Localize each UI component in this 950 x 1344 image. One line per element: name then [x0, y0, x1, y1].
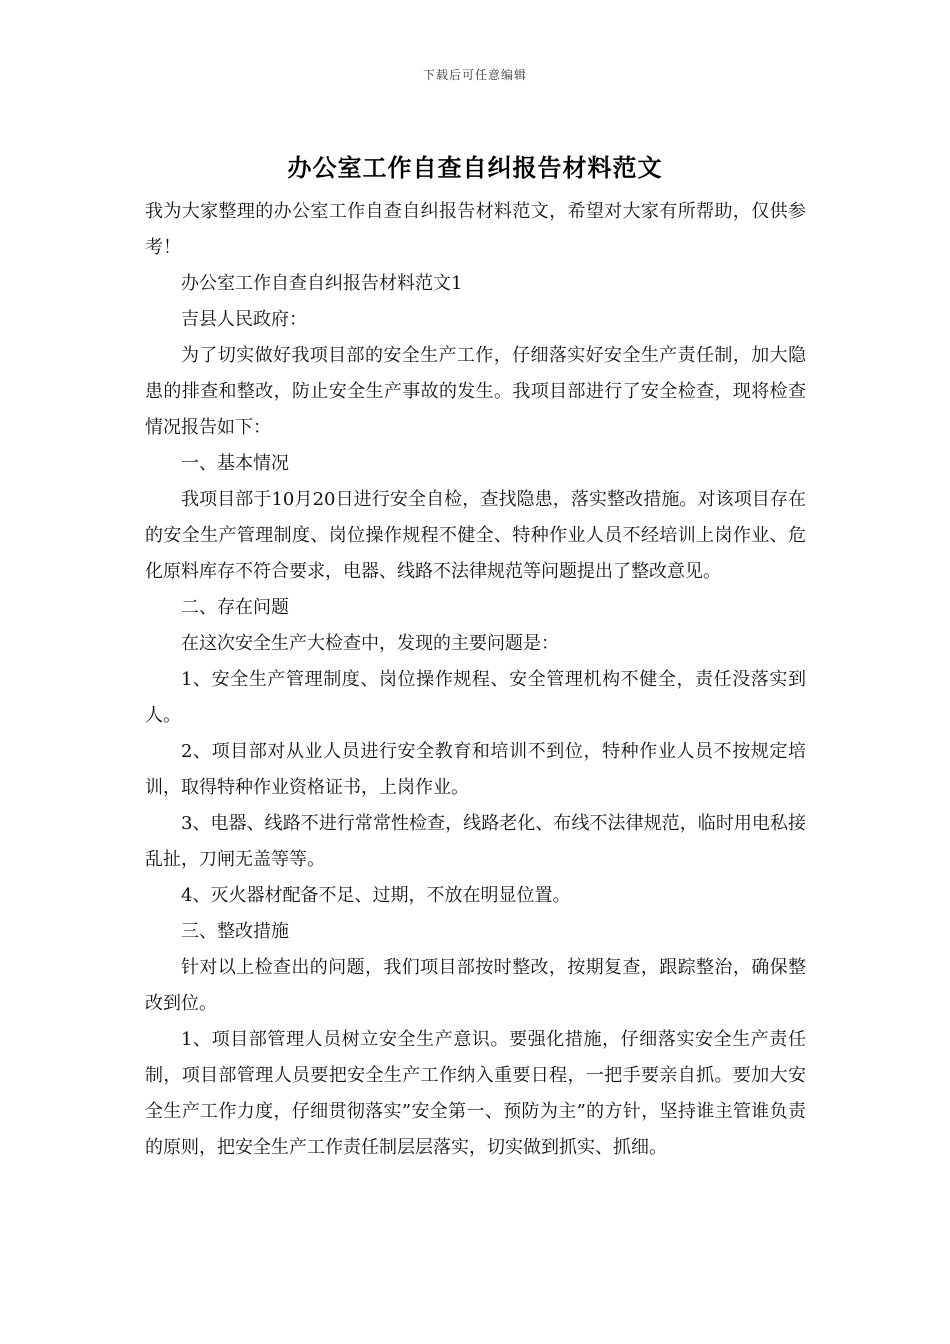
section-heading-basic: 一、基本情况	[181, 453, 289, 474]
section-heading-measures: 三、整改措施	[181, 921, 289, 942]
header-note: 下载后可任意编辑	[422, 68, 527, 82]
list-item-problem-3: 3、电器、线路不进行常常性检查，线路老化、布线不法律规范，临时用电私接乱扯，刀闸无盖等等。	[145, 813, 806, 870]
paragraph-intro: 我为大家整理的办公室工作自查自纠报告材料范文，希望对大家有所帮助，仅供参考！	[145, 201, 806, 258]
list-item-problem-1: 1、安全生产管理制度、岗位操作规程、安全管理机构不健全，责任没落实到人。	[145, 669, 806, 726]
paragraph-basic: 我项目部于10月20日进行安全自检，查找隐患，落实整改措施。对该项目存在的安全生产管理制度、岗位操作规程不健全、特种作业人员不经培训上岗作业、危化原料库存不符合要求，电器、线路不法律规范等问题提出了整改意见。	[145, 489, 806, 582]
paragraph-measures-intro: 针对以上检查出的问题，我们项目部按时整改，按期复查，跟踪整治，确保整改到位。	[145, 957, 806, 1014]
paragraph-problems-intro: 在这次安全生产大检查中，发现的主要问题是：	[181, 633, 559, 654]
paragraph-addressee: 吉县人民政府：	[181, 309, 307, 330]
list-item-measure-1: 1、项目部管理人员树立安全生产意识。要强化措施，仔细落实安全生产责任制，项目部管理人员要把安全生产工作纳入重要日程，一把手要亲自抓。要加大安全生产工作力度，仔细贯彻落实”安全第一、预防为主”的方针，坚持谁主管谁负责的原则，把安全生产工作责任制层层落实，切实做到抓实、抓细。	[145, 1029, 806, 1158]
section-heading-problems: 二、存在问题	[181, 597, 289, 618]
list-item-problem-2: 2、项目部对从业人员进行安全教育和培训不到位，特种作业人员不按规定培训，取得特种作业资格证书，上岗作业。	[145, 741, 806, 798]
paragraph-subtitle: 办公室工作自查自纠报告材料范文1	[181, 273, 463, 294]
document-body	[145, 194, 806, 1166]
paragraph-opening: 为了切实做好我项目部的安全生产工作，仔细落实好安全生产责任制，加大隐患的排查和整改，防止安全生产事故的发生。我项目部进行了安全检查，现将检查情况报告如下：	[145, 345, 806, 438]
document-title: 办公室工作自查自纠报告材料范文	[287, 153, 663, 182]
list-item-problem-4: 4、灭火器材配备不足、过期，不放在明显位置。	[181, 885, 571, 906]
